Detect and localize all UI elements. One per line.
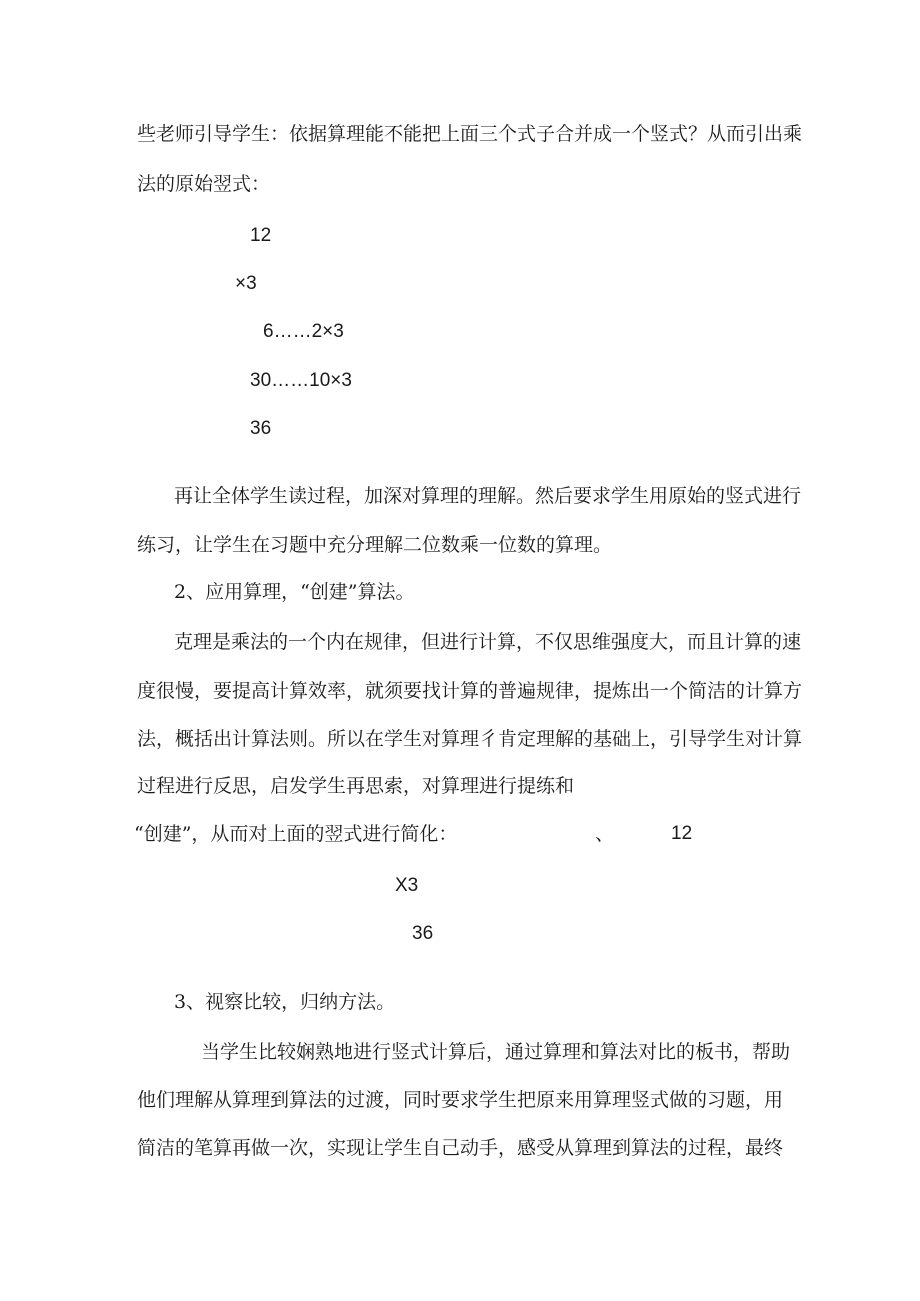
paragraph-2-line-2: 练习，让学生在习题中充分理解二位数乘一位数的算理。 [137,534,613,556]
paragraph-3-line-5: “创建”，从而对上面的翌式进行简化： [134,823,458,845]
calc-2-multiplicand: 12 [671,823,693,844]
calc-1-row-2: ×3 [235,273,257,294]
paragraph-3-line-1: 克理是乘法的一个内在规律，但进行计算，不仅思维强度大，而且计算的速 [174,631,802,653]
paragraph-1-line-2: 法的原始翌式： [137,173,271,195]
calc-1-row-3: 6……2×3 [263,321,344,342]
section-heading-2: 2、应用算理，“创建”算法。 [174,581,415,603]
paragraph-3-line-5-mark: 、 [595,823,615,845]
calc-1-row-4: 30……10×3 [250,370,352,391]
paragraph-4-line-2: 他们理解从算理到算法的过渡，同时要求学生把原来用算理竖式做的习题，用 [137,1089,784,1111]
paragraph-3-line-4: 过程进行反思，启发学生再思索，对算理进行提练和 [137,775,575,797]
paragraph-3-line-2: 度很慢，要提高计算效率，就须要找计算的普遍规律，提炼出一个简洁的计算方 [137,680,803,702]
section-heading-3: 3、视察比较，归纳方法。 [174,991,396,1013]
calc-1-row-5: 36 [250,418,272,439]
calc-2-row-2: 36 [412,923,434,944]
paragraph-2-line-1: 再让全体学生读过程，加深对算理的理解。然后要求学生用原始的竖式进行 [174,485,802,507]
paragraph-1-line-1: 些老师引导学生：依据算理能不能把上面三个式子合并成一个竖式？从而引出乘 [137,123,803,145]
paragraph-4-line-3: 简洁的笔算再做一次，实现让学生自己动手，感受从算理到算法的过程，最终 [137,1137,784,1159]
paragraph-4-line-1: 当学生比较娴熟地进行竖式计算后，通过算理和算法对比的板书，帮助 [201,1041,791,1063]
calc-2-row-1: X3 [395,875,419,896]
calc-1-row-1: 12 [250,225,272,246]
paragraph-3-line-3: 法，概括出计算法则。所以在学生对算理彳肯定理解的基础上，引导学生对计算 [137,728,803,750]
